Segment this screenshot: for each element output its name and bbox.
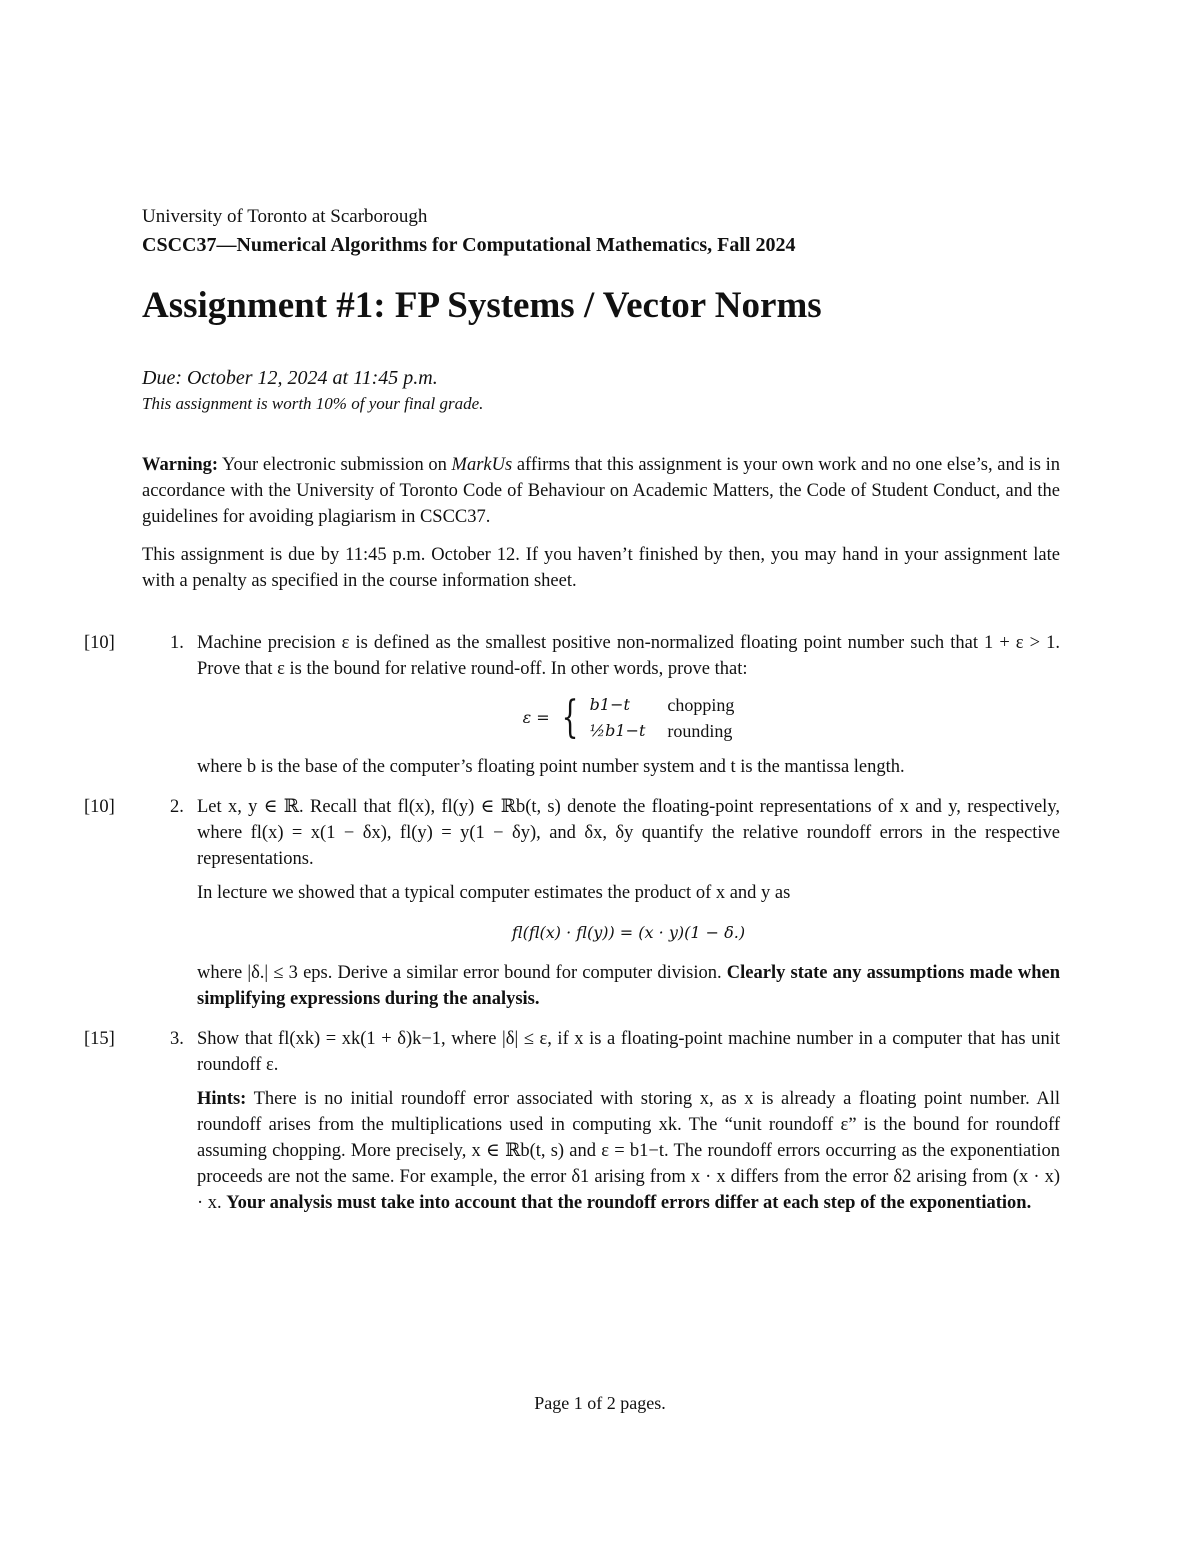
markus-name: MarkUs <box>451 455 513 475</box>
hints-text: There is no initial roundoff error associated with storing x, as x is already a floating point number. All roundoff arises from the multiplications used in computing xk. The “unit roundoff ε” is the bound for roundoff assuming chopping. More precisely, x ∈ ℝb(t, s) and ε = b1−t. The roundoff errors occurring as the exponentiation proceeds are not the same. For example, the error δ1 arising from x · x differs from the error δ2 arising from (x · x) · x. <box>197 1089 1060 1213</box>
case-rounding-label: rounding <box>667 721 733 741</box>
institution: University of Toronto at Scarborough <box>142 206 428 227</box>
course-title: CSCC37—Numerical Algorithms for Computational Mathematics, Fall 2024 <box>142 234 796 256</box>
problem-3-number: 3. <box>170 1029 184 1049</box>
due-paragraph: This assignment is due by 11:45 p.m. October 12. If you haven’t finished by then, you may hand in your assignment late with a penalty as specified in the course information sheet. <box>142 545 1060 591</box>
problem-2-number: 2. <box>170 797 184 817</box>
problem-3-intro: Show that fl(xk) = xk(1 + δ)k−1, where |δ| ≤ ε, if x is a floating-point machine number in a computer that has unit roundoff ε. <box>197 1029 1060 1075</box>
document-page <box>84 203 1060 1216</box>
problem-3-points: [15] <box>84 1029 115 1049</box>
problem-2-lecture: In lecture we showed that a typical computer estimates the product of x and y as <box>197 883 791 903</box>
page-footer: Page 1 of 2 pages. <box>534 1393 666 1413</box>
problem-1-number: 1. <box>170 633 184 653</box>
case-chopping-expression: b1−t <box>589 695 630 714</box>
problem-2-after-bold: Clearly state any assumptions made when simplifying expressions during the analysis. <box>197 963 1060 1009</box>
product-equation-text: fl(fl(x) · fl(y)) = (x · y)(1 − δ.) <box>511 923 746 942</box>
problem-1-points: [10] <box>84 633 115 653</box>
product-equation <box>197 920 1060 946</box>
problem-2 <box>84 794 1060 1012</box>
problem-1-intro: Machine precision ε is defined as the smallest positive non-normalized floating point number such that 1 + ε > 1. Prove that ε is the bound for relative round-off. In other words, prove that: <box>197 633 1060 679</box>
problem-1-after: where b is the base of the computer’s floating point number system and t is the mantissa length. <box>197 757 905 777</box>
due-date: Due: October 12, 2024 at 11:45 p.m. <box>142 367 438 389</box>
epsilon-cases-equation <box>197 692 1060 744</box>
warning-text-before: Your electronic submission on <box>218 455 452 475</box>
problem-2-after-text: where |δ.| ≤ 3 eps. Derive a similar error bound for computer division. <box>197 963 727 983</box>
problem-3 <box>84 1026 1060 1216</box>
grade-weight: This assignment is worth 10% of your final grade. <box>142 394 484 413</box>
warning-text-after: affirms that this assignment is your own work and no one else’s, and is in accordance with the University of Toronto Code of Behaviour on Academic Matters, the Code of Student Conduct, and the guidelines for avoiding plagiarism in CSCC37. <box>142 455 1060 527</box>
problem-1 <box>84 630 1060 780</box>
warning-paragraph <box>142 452 1060 530</box>
case-rounding-expression: ½b1−t <box>589 721 646 740</box>
problem-2-after <box>197 960 1060 1012</box>
epsilon-lhs: ε = <box>522 708 550 727</box>
problem-2-intro: Let x, y ∈ ℝ. Recall that fl(x), fl(y) ∈ ℝb(t, s) denote the floating-point representations of x and y, respectively, where fl(x) = x(1 − δx), fl(y) = y(1 − δy), and δx, δy quantify the relative roundoff errors in the respective representations. <box>197 797 1060 869</box>
problem-3-hints <box>197 1086 1060 1216</box>
hints-bold: Your analysis must take into account that the roundoff errors differ at each step of the exponentiation. <box>226 1193 1032 1213</box>
assignment-title: Assignment #1: FP Systems / Vector Norms <box>142 285 822 326</box>
warning-label: Warning: <box>142 455 219 475</box>
case-chopping-label: chopping <box>667 695 735 715</box>
hints-label: Hints: <box>197 1089 247 1109</box>
problem-2-points: [10] <box>84 797 115 817</box>
left-brace-icon: { <box>561 692 579 743</box>
